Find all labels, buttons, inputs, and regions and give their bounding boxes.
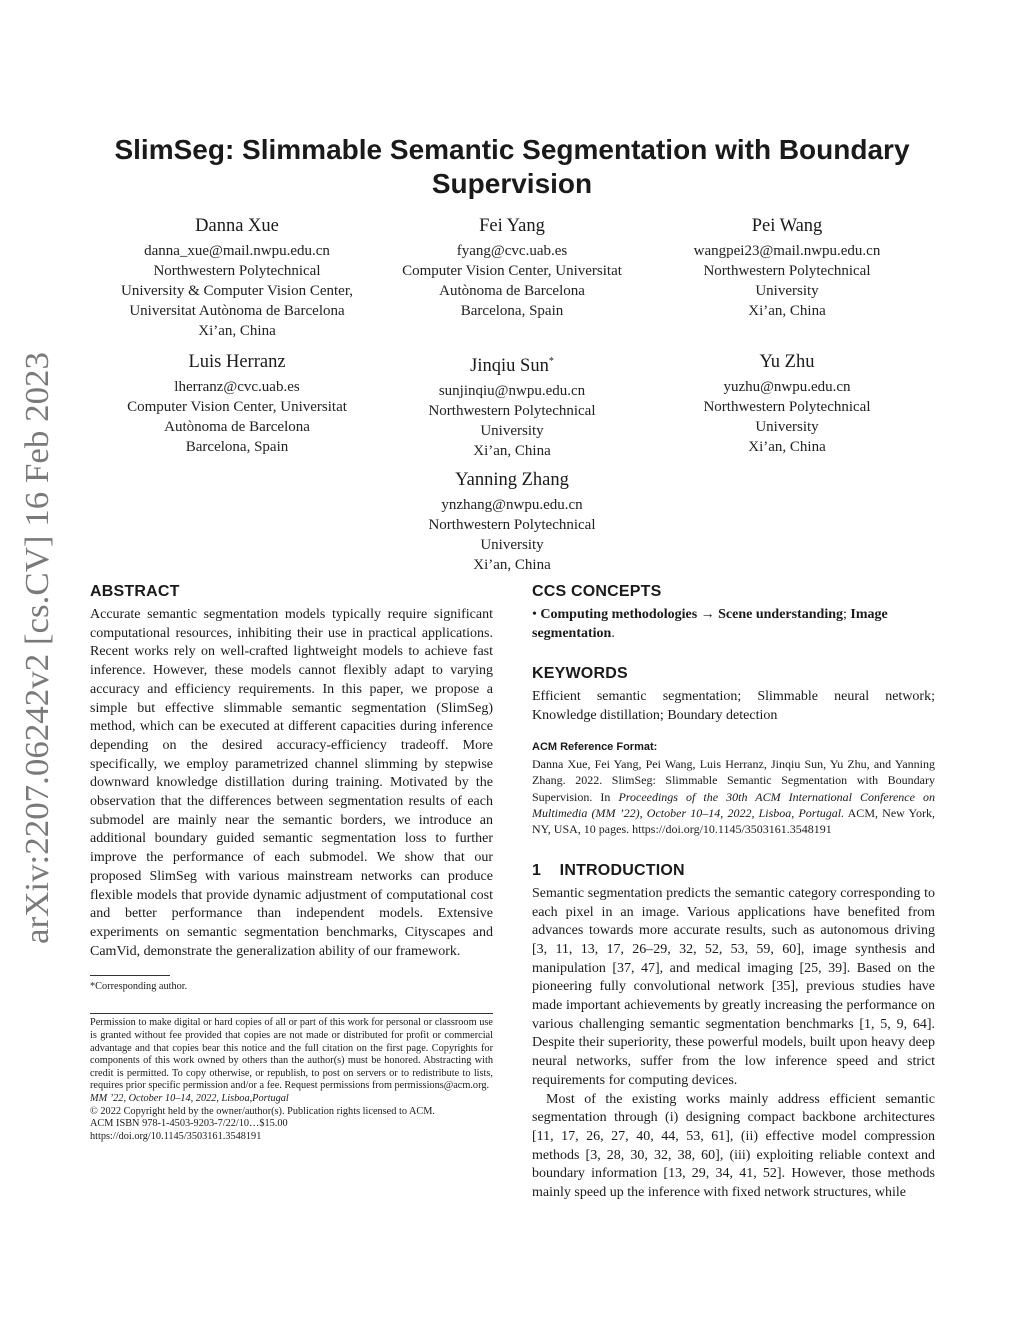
ccs-concept: Computing methodologies <box>540 607 698 622</box>
corresponding-author-mark: * <box>548 356 554 367</box>
permission-notice: Permission to make digital or hard copies of all or part of this work for personal or classroom use is granted without fee provided that copies are not made or distributed for profit or commercial advantage and that copies bear this notice and the full citation on the first page. Copyrights for components of this work owned by others than the author(s) must be honored. Abstracting with credit is permitted. To copy otherwise, or republish, to post on servers or to redistribute to lists, requires prior specific permission and/or a fee. Request permissions from permissions@acm.org. <box>90 1017 493 1092</box>
ccs-concept: Scene understanding <box>718 607 843 622</box>
author-affiliation: Northwestern Polytechnical <box>428 403 596 420</box>
author-email: danna_xue@mail.nwpu.edu.cn <box>144 243 330 259</box>
ccs-end: . <box>611 625 615 641</box>
author-affiliation: Northwestern Polytechnical <box>703 399 871 415</box>
author-block <box>365 215 659 321</box>
author-email: fyang@cvc.uab.es <box>456 243 568 259</box>
acm-reference-proceedings: Proceedings of the 30th ACM International Conference on Multimedia (MM ’22), October 10–14, 2022, Lisboa, Portugal. <box>532 789 935 821</box>
author-affiliation: Northwestern Polytechnical <box>153 263 321 279</box>
author-affiliation: Barcelona, Spain <box>185 439 289 455</box>
author-affiliation: Barcelona, Spain <box>460 303 564 319</box>
author-email: ynzhang@nwpu.edu.cn <box>441 497 583 513</box>
author-affiliation: Xi’an, China <box>473 557 551 573</box>
author-name: Danna Xue <box>195 216 279 236</box>
author-email: yuzhu@nwpu.edu.cn <box>723 379 851 395</box>
author-block <box>365 469 659 575</box>
acm-reference-authors: Danna Xue, Fei Yang, Pei Wang, Luis Herranz, Jinqiu Sun, Yu Zhu, and Yanning Zhang. 2022. SlimSeg: Slimmable Semantic Segmentation with Boundary Supervision. In <box>532 756 935 804</box>
arxiv-stamp-text: arXiv:2207.06242v2 [cs.CV] 16 Feb 2023 <box>19 367 56 944</box>
doi-link[interactable]: https://doi.org/10.1145/3503161.3548191 <box>90 1130 262 1142</box>
author-affiliation: Computer Vision Center, Universitat <box>127 399 347 415</box>
ccs-concept: Image segmentation <box>532 607 888 641</box>
author-affiliation: Northwestern Polytechnical <box>428 517 596 533</box>
author-name: Yanning Zhang <box>455 470 569 490</box>
ccs-bullet: • <box>532 607 537 622</box>
acm-reference-text <box>532 756 935 838</box>
author-name-with-mark <box>365 351 659 377</box>
author-affiliation: Xi’an, China <box>198 323 276 339</box>
author-name: Yu Zhu <box>759 352 815 372</box>
author-affiliation: Autònoma de Barcelona <box>439 283 585 299</box>
ccs-heading: CCS CONCEPTS <box>532 583 662 600</box>
author-affiliation: University <box>755 419 819 435</box>
corresponding-author-footnote: *Corresponding author. <box>90 981 188 993</box>
author-block <box>90 351 384 457</box>
introduction-heading: 1 INTRODUCTION <box>532 861 685 879</box>
acm-reference-publisher: ACM, New York, NY, USA, 10 pages. https://doi.org/10.1145/3503161.3548191 <box>532 806 935 837</box>
keywords-heading: KEYWORDS <box>532 665 628 683</box>
author-name: Luis Herranz <box>188 352 286 372</box>
author-affiliation: Universitat Autònoma de Barcelona <box>129 303 345 319</box>
arxiv-sidebar-stamp <box>12 352 62 944</box>
left-column <box>90 581 493 1143</box>
author-email: wangpei23@mail.nwpu.edu.cn <box>693 243 881 259</box>
author-affiliation: Xi’an, China <box>748 439 826 455</box>
abstract-heading: ABSTRACT <box>90 583 180 600</box>
introduction-paragraph: Semantic segmentation predicts the semantic category corresponding to each pixel in an image. Various applications have benefited from advances towards more accurate results, such as autonomous driving [3, 11, 13, 17, 26–29, 32, 52, 53, 59, 60], image synthesis and manipulation [37, 47], and medical imaging [25, 39]. Based on the pioneering fully convolutional network [35], previous studies have made important achievements by greatly increasing the performance on various challenging semantic segmentation benchmarks [1, 5, 9, 64]. Despite their superiority, these powerful models, built upon heavy deep neural networks, suffer from the low inference speed and strict requirements for computing devices. <box>532 885 935 1088</box>
author-affiliation: University <box>480 537 544 553</box>
keywords-text: Efficient semantic segmentation; Slimmable neural network; Knowledge distillation; Boundary detection <box>532 689 935 724</box>
paper-title: SlimSeg: Slimmable Semantic Segmentation with Boundary Supervision <box>114 134 910 199</box>
ccs-arrow: → <box>700 607 715 622</box>
author-block <box>90 215 384 341</box>
author-name: Fei Yang <box>479 216 545 236</box>
author-affiliation: University <box>755 283 819 299</box>
author-email: sunjinqiu@nwpu.edu.cn <box>438 383 586 400</box>
copyright-line: © 2022 Copyright held by the owner/author(s). Publication rights licensed to ACM. <box>90 1105 436 1117</box>
author-email: lherranz@cvc.uab.es <box>174 379 300 395</box>
author-name: Pei Wang <box>751 216 823 236</box>
author-affiliation: Xi’an, China <box>748 303 826 319</box>
footnote-divider <box>90 975 170 976</box>
ccs-separator: ; <box>843 607 847 622</box>
author-block <box>640 351 934 457</box>
isbn-line: ACM ISBN 978-1-4503-9203-7/22/10…$15.00 <box>90 1118 288 1130</box>
right-column <box>532 581 935 1203</box>
introduction-paragraph: Most of the existing works mainly address efficient semantic segmentation through (i) designing compact backbone architectures [11, 17, 26, 27, 40, 44, 53, 61], (ii) effective model compression methods [3, 28, 30, 32, 38, 60], (iii) exploiting reliable context and boundary information [13, 29, 34, 41, 52]. However, those methods mainly speed up the inference with fixed network structures, while <box>532 1091 935 1201</box>
author-block <box>365 351 659 461</box>
author-block <box>640 215 934 321</box>
permission-divider <box>90 1013 493 1014</box>
author-affiliation: Computer Vision Center, Universitat <box>402 263 622 279</box>
acm-reference-heading: ACM Reference Format: <box>532 740 658 753</box>
conference-line: MM ’22, October 10–14, 2022, Lisboa,Portugal <box>90 1092 289 1104</box>
author-affiliation: Xi’an, China <box>473 443 551 460</box>
author-affiliation: Northwestern Polytechnical <box>703 263 871 279</box>
author-affiliation: University <box>480 423 544 440</box>
author-affiliation: University & Computer Vision Center, <box>121 283 353 299</box>
abstract-text: Accurate semantic segmentation models typically require significant computational resources, inhibiting their use in practical applications. Recent works rely on well-crafted lightweight models to achieve fast inference. However, these models cannot flexibly adapt to varying accuracy and efficiency requirements. In this paper, we propose a simple but effective slimmable semantic segmentation (SlimSeg) method, which can be executed at different capacities during inference depending on the desired accuracy-efficiency tradeoff. More specifically, we employ parametrized channel slimming by stepwise downward knowledge distillation during training. Motivated by the observation that the differences between segmentation results of each submodel are mainly near the semantic borders, we introduce an additional boundary guided semantic segmentation loss to further improve the performance of each submodel. We show that our proposed SlimSeg with various mainstream networks can produce flexible models that provide dynamic adjustment of computational cost and better performance than independent models. Extensive experiments on semantic segmentation benchmarks, Cityscapes and CamVid, demonstrate the generalization ability of our framework. <box>90 607 493 959</box>
author-affiliation: Autònoma de Barcelona <box>164 419 310 435</box>
ccs-concepts <box>532 606 935 643</box>
author-name: Jinqiu Sun <box>470 356 549 377</box>
